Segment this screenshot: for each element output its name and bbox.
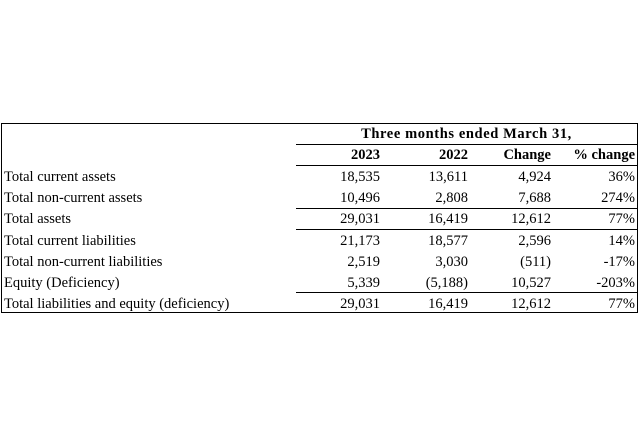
- row-value: 2,808: [435, 190, 468, 206]
- row-value: 29,031: [340, 211, 380, 227]
- row-label: Total current liabilities: [4, 233, 136, 249]
- row-label: Total non-current liabilities: [4, 254, 163, 270]
- row-value: 2,519: [347, 254, 380, 270]
- row-value: 274%: [601, 190, 635, 206]
- column-header-2: Change: [503, 147, 551, 163]
- row-value: 4,924: [518, 169, 551, 185]
- column-header-underline: [296, 165, 637, 166]
- row-value: 10,496: [340, 190, 380, 206]
- row-value: 2,596: [518, 233, 551, 249]
- row-label: Total assets: [4, 211, 72, 227]
- row-label: Equity (Deficiency): [4, 275, 120, 291]
- row-value: 3,030: [435, 254, 468, 270]
- row-value: 77%: [608, 296, 635, 312]
- row-value: 13,611: [428, 169, 468, 185]
- row-value: 12,612: [511, 211, 551, 227]
- row-label: Total current assets: [4, 169, 116, 185]
- row-value: 16,419: [428, 296, 468, 312]
- row-value: 29,031: [340, 296, 380, 312]
- column-header-3: % change: [573, 147, 635, 163]
- total-rule-assets: [296, 229, 637, 230]
- row-value: 14%: [608, 233, 635, 249]
- row-value: (511): [520, 254, 551, 270]
- row-value: 21,173: [340, 233, 380, 249]
- row-value: 77%: [608, 211, 635, 227]
- column-header-1: 2022: [439, 147, 468, 163]
- row-value: (5,188): [425, 275, 468, 291]
- row-value: -203%: [596, 275, 635, 291]
- row-label: Total non-current assets: [4, 190, 143, 206]
- row-value: 16,419: [428, 211, 468, 227]
- row-value: 7,688: [518, 190, 551, 206]
- row-value: 18,577: [428, 233, 468, 249]
- row-value: 36%: [608, 169, 635, 185]
- row-value: 18,535: [340, 169, 380, 185]
- row-label: Total liabilities and equity (deficiency): [4, 296, 230, 312]
- row-value: 10,527: [511, 275, 551, 291]
- row-value: 5,339: [347, 275, 380, 291]
- table-period-header: Three months ended March 31,: [361, 126, 572, 142]
- row-value: -17%: [603, 254, 635, 270]
- column-header-0: 2023: [351, 147, 380, 163]
- row-value: 12,612: [511, 296, 551, 312]
